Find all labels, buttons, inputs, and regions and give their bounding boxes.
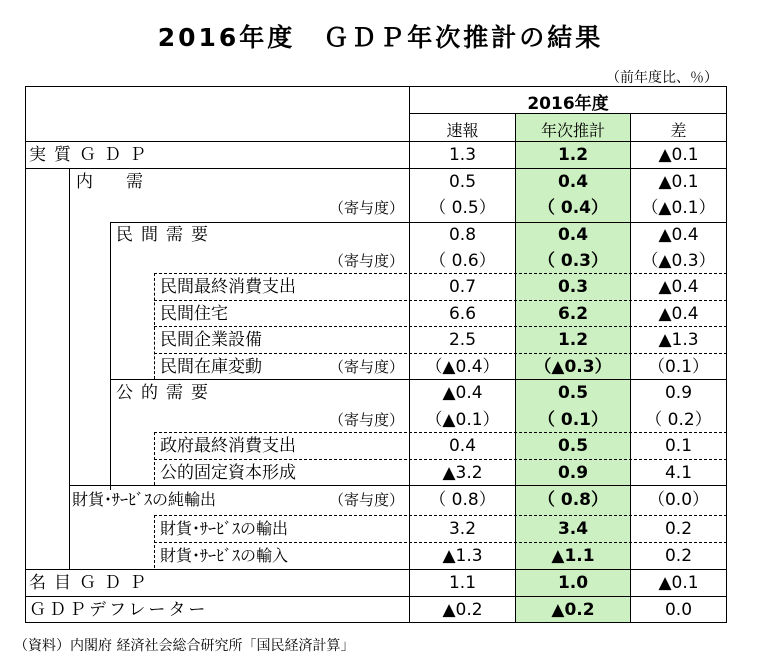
cell-annual: （▲0.3） xyxy=(534,357,612,377)
dline-5 xyxy=(154,432,727,433)
cell-annual: 0.3 xyxy=(557,277,589,297)
cell-annual: 0.4 xyxy=(557,225,589,245)
cell-annual: 0.5 xyxy=(557,383,589,403)
cell-diff: 0.9 xyxy=(664,383,693,403)
cell-prelim: 2.5 xyxy=(448,330,477,350)
cell-diff: ▲0.4 xyxy=(658,277,699,297)
cell-prelim: 0.4 xyxy=(448,436,477,456)
cell-prelim: 0.8 xyxy=(448,225,477,245)
cell-diff: ▲0.4 xyxy=(658,225,699,245)
dline-6 xyxy=(154,459,727,460)
cell-prelim: （▲0.1） xyxy=(425,410,500,430)
source-note: （資料）内閣府 経済社会総合研究所「国民経済計算」 xyxy=(14,638,355,654)
cell-annual: 1.2 xyxy=(557,145,589,165)
contrib-label-private: （寄与度） xyxy=(328,252,404,270)
row-label-exports: 財貨･ｻｰﾋﾞｽの輸出 xyxy=(160,519,289,538)
row-label-net-exports: 財貨･ｻｰﾋﾞｽの純輸出 xyxy=(72,490,217,509)
row-label-domestic-demand: 内 需 xyxy=(76,172,151,192)
cell-prelim: ▲3.2 xyxy=(442,463,483,483)
cell-diff: 0.2 xyxy=(664,546,693,566)
row-label-public-demand: 公的需要 xyxy=(116,383,216,403)
cell-diff: （▲0.1） xyxy=(641,198,716,218)
cell-prelim: ▲0.4 xyxy=(442,383,483,403)
row-label-inventory-change: 民間在庫変動 xyxy=(160,357,262,377)
cell-diff: 0.2 xyxy=(664,519,693,539)
cell-annual: 6.2 xyxy=(557,304,589,324)
cell-annual: 1.2 xyxy=(557,330,589,350)
row-label-private-demand: 民間需要 xyxy=(116,225,216,245)
row-label-public-investment: 公的固定資本形成 xyxy=(160,463,296,483)
frame-left xyxy=(25,86,26,623)
line-after-real-gdp xyxy=(25,168,727,169)
row-label-private-consumption: 民間最終消費支出 xyxy=(160,277,296,297)
frame-top xyxy=(25,86,727,87)
unit-note: （前年度比、％） xyxy=(606,70,718,86)
cell-annual: 3.4 xyxy=(557,519,589,539)
line-before-deflator xyxy=(25,596,727,597)
row-label-government-consumption: 政府最終消費支出 xyxy=(160,436,296,456)
row-label-private-housing: 民間住宅 xyxy=(160,304,228,324)
cell-diff: ▲1.3 xyxy=(658,330,699,350)
cell-prelim: 6.6 xyxy=(448,304,477,324)
dline-3 xyxy=(154,326,727,327)
indent-line-1 xyxy=(69,169,70,569)
contrib-label-inventory: （寄与度） xyxy=(328,358,404,376)
header-col-preliminary: 速報 xyxy=(446,121,479,140)
header-group: 2016年度 xyxy=(527,94,609,114)
cell-diff: ▲0.1 xyxy=(658,145,699,165)
row-label-business-investment: 民間企業設備 xyxy=(160,330,262,350)
cell-diff: ▲0.4 xyxy=(658,304,699,324)
line-before-net-exports xyxy=(69,485,727,486)
contrib-label-public: （寄与度） xyxy=(328,411,404,429)
header-bottom-line xyxy=(25,141,727,142)
cell-prelim: 0.7 xyxy=(448,277,477,297)
dline-4 xyxy=(154,353,727,354)
dline-2 xyxy=(154,300,727,301)
cell-diff: （▲0.3） xyxy=(641,251,716,271)
cell-prelim: 0.5 xyxy=(448,172,477,192)
cell-prelim: 3.2 xyxy=(448,519,477,539)
cell-annual: 1.0 xyxy=(557,573,589,593)
cell-annual: 0.4 xyxy=(557,172,589,192)
cell-prelim: （ 0.8） xyxy=(429,490,496,510)
cell-annual: 0.9 xyxy=(557,463,589,483)
row-label-gdp-deflator: ＧＤＰデフレーター xyxy=(29,600,209,620)
cell-prelim: 1.3 xyxy=(448,145,477,165)
cell-annual: （ 0.1） xyxy=(537,410,609,430)
cell-prelim: 1.1 xyxy=(448,573,477,593)
cell-annual: （ 0.3） xyxy=(537,251,609,271)
header-col-annual: 年次推計 xyxy=(540,121,605,140)
row-label-imports: 財貨･ｻｰﾋﾞｽの輸入 xyxy=(160,546,289,565)
dline-1 xyxy=(154,273,727,274)
frame-bottom xyxy=(25,622,727,623)
row-label-real-gdp: 実質ＧＤＰ xyxy=(29,145,154,165)
cell-annual: （ 0.8） xyxy=(537,490,609,510)
cell-diff: （ 0.2） xyxy=(645,410,712,430)
indent-line-2 xyxy=(110,222,111,490)
line-before-nominal xyxy=(25,569,727,570)
cell-annual: 0.5 xyxy=(557,436,589,456)
cell-prelim: （ 0.5） xyxy=(429,198,496,218)
cell-diff: （0.0） xyxy=(647,490,710,510)
line-before-public xyxy=(110,379,727,380)
cell-diff: 0.1 xyxy=(664,436,693,456)
page-title: 2016年度 ＧＤＰ年次推計の結果 xyxy=(157,23,604,52)
row-label-nominal-gdp: 名目ＧＤＰ xyxy=(29,573,154,593)
dline-8 xyxy=(154,542,727,543)
contrib-label-net-exports: （寄与度） xyxy=(328,491,404,509)
cell-diff: （0.1） xyxy=(647,357,710,377)
cell-prelim: （▲0.4） xyxy=(425,357,500,377)
cell-annual: （ 0.4） xyxy=(537,198,609,218)
cell-diff: 0.0 xyxy=(664,600,693,620)
header-col-difference: 差 xyxy=(670,121,687,140)
contrib-label-domestic: （寄与度） xyxy=(328,199,404,217)
cell-diff: ▲0.1 xyxy=(658,172,699,192)
dline-7 xyxy=(154,515,727,516)
cell-diff: ▲0.1 xyxy=(658,573,699,593)
cell-diff: 4.1 xyxy=(664,463,693,483)
cell-annual: ▲1.1 xyxy=(551,546,595,566)
cell-prelim: （ 0.6） xyxy=(429,251,496,271)
cell-annual: ▲0.2 xyxy=(551,600,595,620)
cell-prelim: ▲1.3 xyxy=(442,546,483,566)
cell-prelim: ▲0.2 xyxy=(442,600,483,620)
